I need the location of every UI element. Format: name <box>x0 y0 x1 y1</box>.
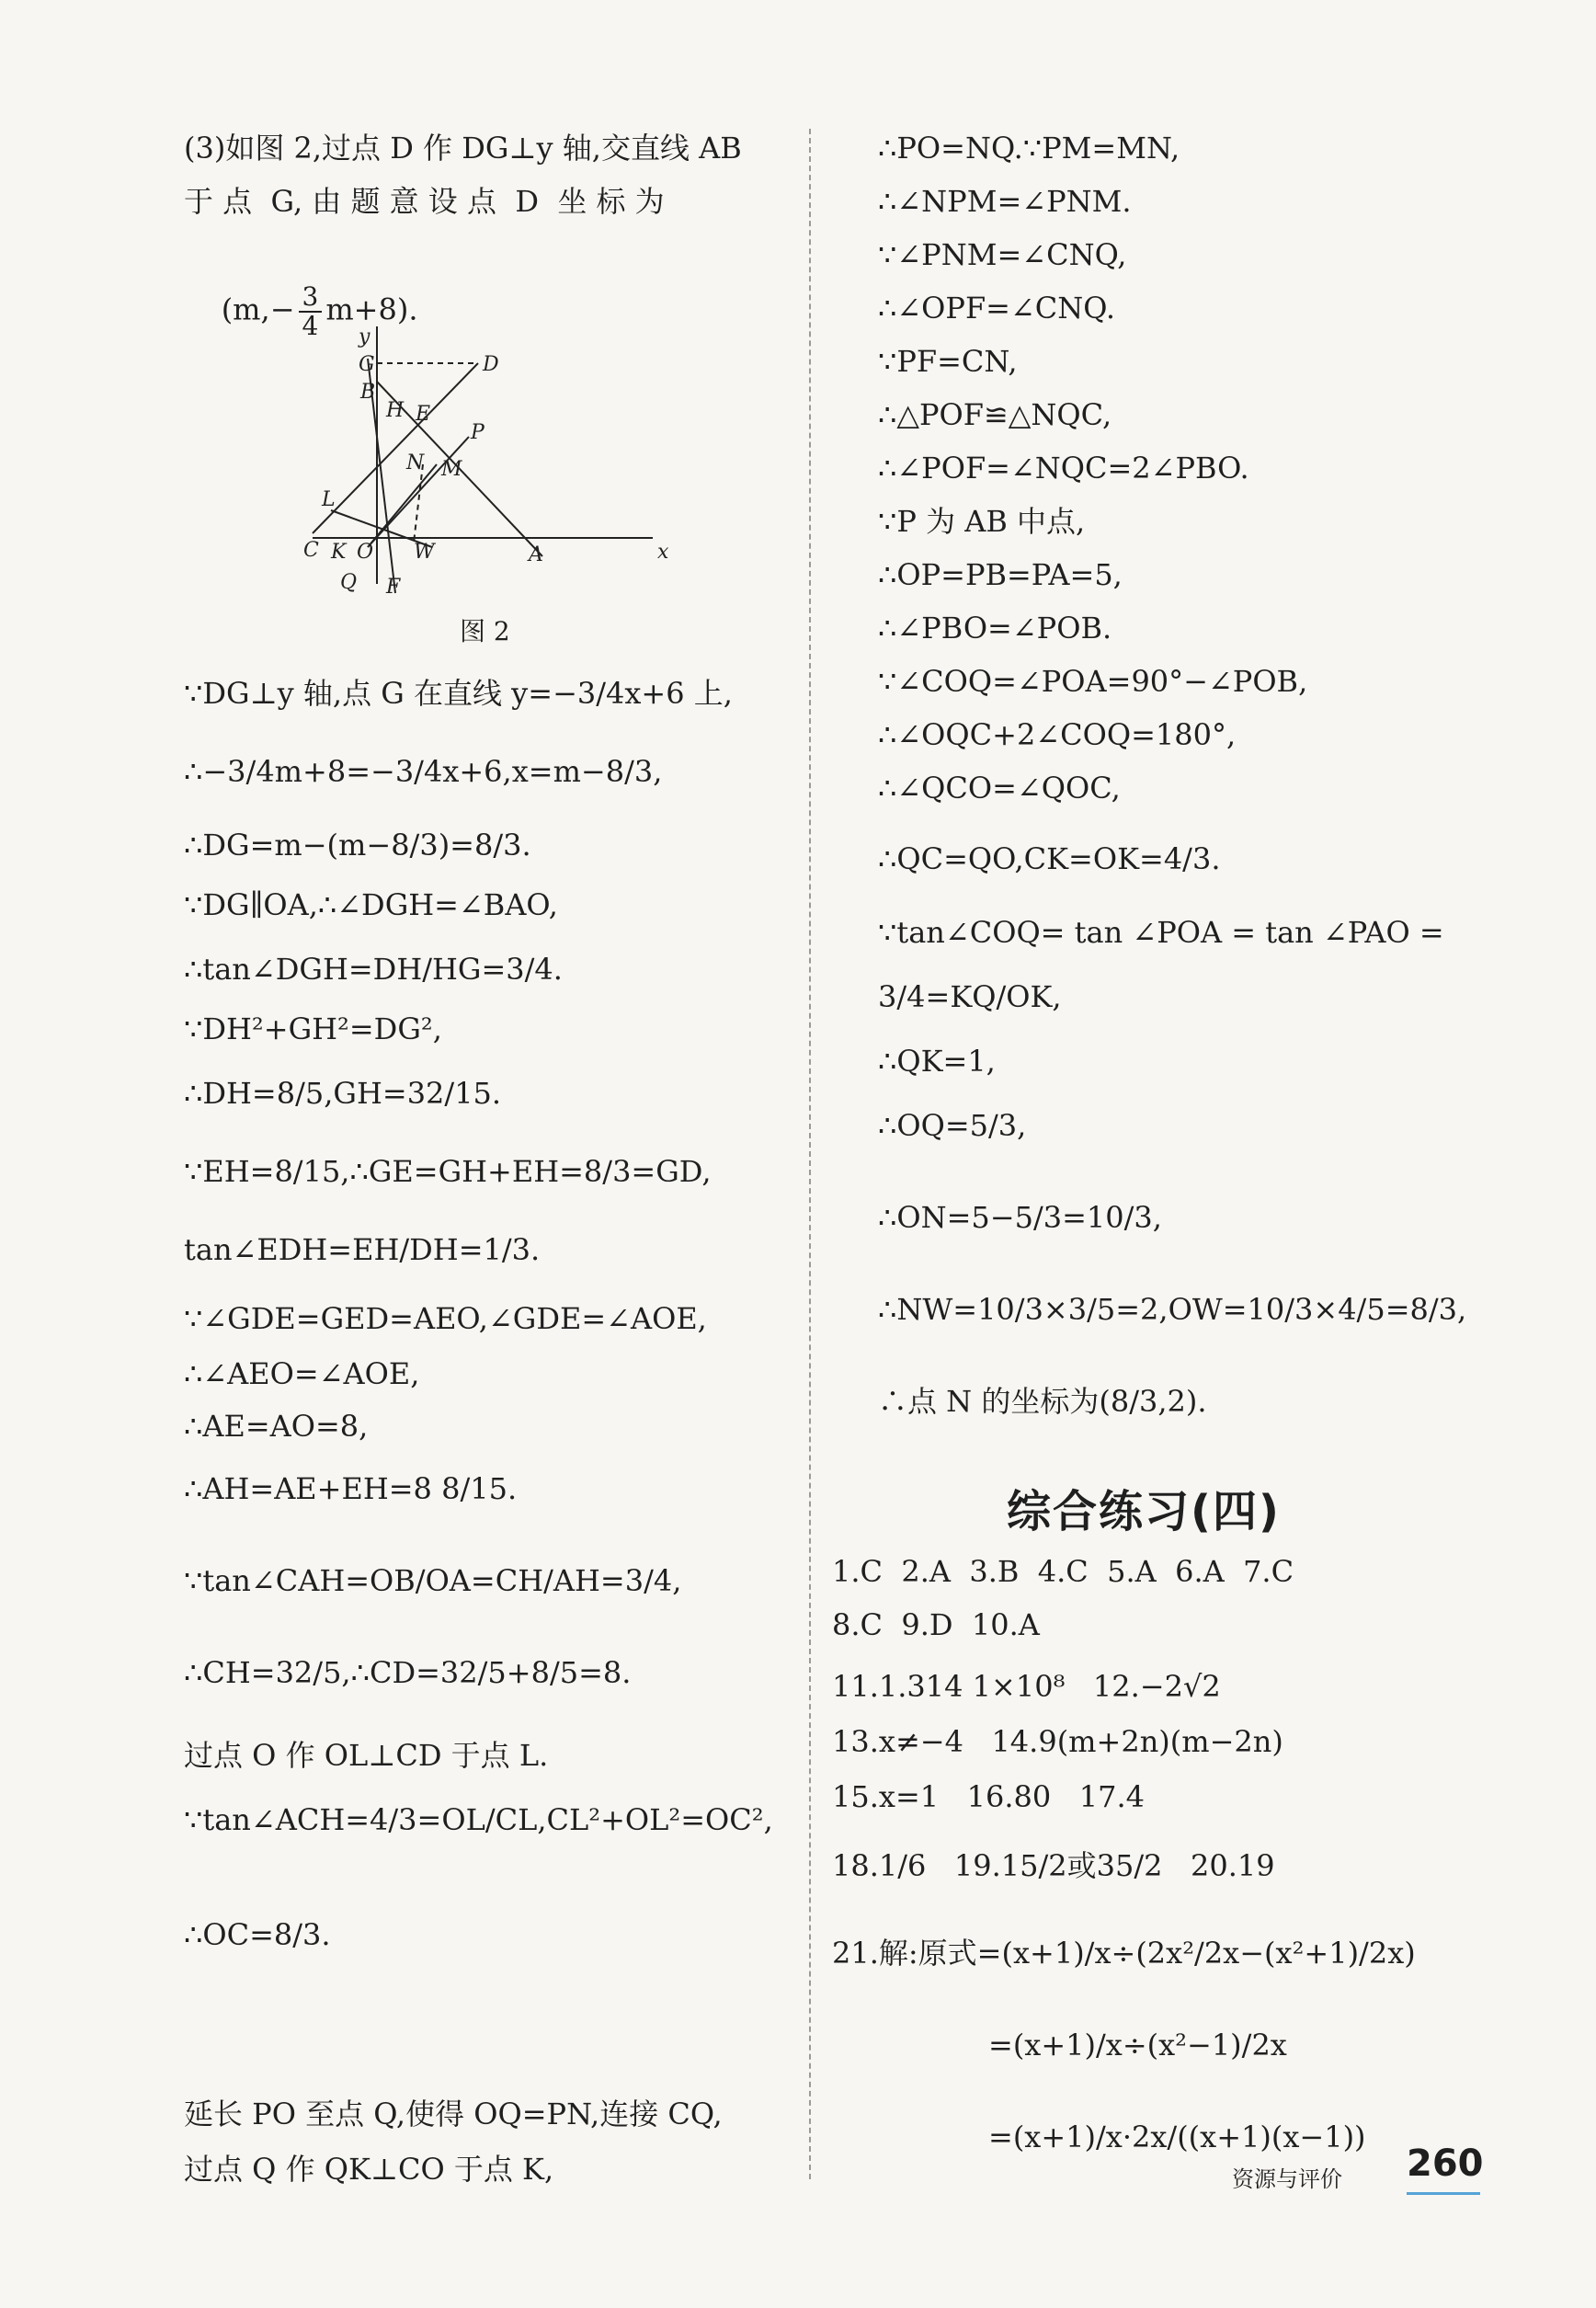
text-line: ∴点 N 的坐标为(8/3,2). <box>878 1384 1207 1419</box>
figure-2 <box>303 317 690 602</box>
fig-label: F <box>386 576 401 599</box>
section-title: 综合练习(四) <box>1007 1486 1281 1537</box>
text-line: ∴NW=10/3×3/5=2,OW=10/3×4/5=8/3, <box>878 1292 1467 1327</box>
text-line: ∴OC=8/3. <box>184 1917 331 1952</box>
text-line: ∴∠POF=∠NQC=2∠PBO. <box>878 451 1249 486</box>
line-cd <box>313 363 478 533</box>
answer-line: 1.C 2.A 3.B 4.C 5.A 6.A 7.C <box>832 1554 1294 1589</box>
answer-line: 11.1.314 1×10⁸ 12.−2√2 <box>832 1669 1221 1704</box>
answer-line: =(x+1)/x÷(x²−1)/2x <box>988 2028 1287 2062</box>
text-line: ∵PF=CN, <box>878 344 1018 379</box>
fig-label: L <box>322 488 336 511</box>
text-line: ∴∠OQC+2∠COQ=180°, <box>878 717 1237 752</box>
text-line: 延长 PO 至点 Q,使得 OQ=PN,连接 CQ, <box>184 2097 723 2131</box>
text-line: ∵DG⊥y 轴,点 G 在直线 y=−3/4x+6 上, <box>184 676 733 711</box>
page-number: 260 <box>1407 2142 1484 2185</box>
footer-text: 资源与评价 <box>1232 2166 1342 2192</box>
fig-label: A <box>529 543 543 566</box>
text-line: ∵∠COQ=∠POA=90°−∠POB, <box>878 664 1308 699</box>
text-line: tan∠EDH=EH/DH=1/3. <box>184 1232 541 1267</box>
answer-line: 15.x=1 16.80 17.4 <box>832 1779 1145 1814</box>
text-line: ∴ON=5−5/3=10/3, <box>878 1200 1162 1235</box>
text-line: ∵P 为 AB 中点, <box>878 504 1086 539</box>
fig-label: B <box>360 381 376 404</box>
answer-line: 18.1/6 19.15/2或35/2 20.19 <box>832 1848 1275 1883</box>
text-line: ∴△POF≌△NQC, <box>878 397 1112 432</box>
text-line: ∴DG=m−(m−8/3)=8/3. <box>184 828 531 863</box>
column-divider <box>809 129 811 2179</box>
fig-label: K <box>331 541 347 564</box>
fig-label: D <box>483 353 499 376</box>
text-line: ∴OP=PB=PA=5, <box>878 557 1123 592</box>
figure-caption: 图 2 <box>460 616 510 646</box>
text-line: ∵EH=8/15,∴GE=GH+EH=8/3=GD, <box>184 1154 712 1189</box>
text-line: ∴PO=NQ.∵PM=MN, <box>878 131 1180 166</box>
text-line: ∴∠AEO=∠AOE, <box>184 1356 420 1391</box>
text-line: ∴∠OPF=∠CNQ. <box>878 291 1116 326</box>
fig-label: W <box>414 541 435 564</box>
text-line: ∴−3/4m+8=−3/4x+6,x=m−8/3, <box>184 754 663 789</box>
text-line: ∴QK=1, <box>878 1044 996 1079</box>
text-line: 过点 O 作 OL⊥CD 于点 L. <box>184 1738 549 1773</box>
text-line: 3/4=KQ/OK, <box>878 979 1062 1014</box>
answer-line: 8.C 9.D 10.A <box>832 1607 1040 1642</box>
fig-label: P <box>471 421 484 444</box>
text-line: ∵tan∠CAH=OB/OA=CH/AH=3/4, <box>184 1563 682 1598</box>
text-line: 过点 Q 作 QK⊥CO 于点 K, <box>184 2152 554 2187</box>
text-line: ∵∠PNM=∠CNQ, <box>878 237 1127 272</box>
answer-line: 21.解:原式=(x+1)/x÷(2x²/2x−(x²+1)/2x) <box>832 1936 1416 1971</box>
text-line: ∴∠PBO=∠POB. <box>878 611 1112 646</box>
text-line: ∴AH=AE+EH=8 8/15. <box>184 1471 518 1506</box>
text-line: ∵DH²+GH²=DG², <box>184 1011 442 1046</box>
fig-label: y <box>359 326 370 348</box>
answer-line: =(x+1)/x·2x/((x+1)(x−1)) <box>988 2119 1366 2154</box>
text-line: ∴OQ=5/3, <box>878 1108 1027 1143</box>
answer-line: 13.x≠−4 14.9(m+2n)(m−2n) <box>832 1724 1283 1759</box>
text-line: ∴tan∠DGH=DH/HG=3/4. <box>184 952 563 987</box>
text-line: ∴AE=AO=8, <box>184 1409 369 1444</box>
fig-label: Q <box>340 571 358 594</box>
fig-label: C <box>303 539 319 562</box>
fig-label: x <box>657 541 669 564</box>
page-number-underline <box>1407 2192 1480 2195</box>
text-line: ∴DH=8/5,GH=32/15. <box>184 1076 502 1111</box>
fig-label: N <box>406 451 425 474</box>
line-on <box>368 464 437 547</box>
text-line: 于 点 G, 由 题 意 设 点 D 坐 标 为 <box>184 184 665 219</box>
text-line: (3)如图 2,过点 D 作 DG⊥y 轴,交直线 AB <box>184 131 742 166</box>
line-nw <box>414 464 423 543</box>
text-line: ∵tan∠ACH=4/3=OL/CL,CL²+OL²=OC², <box>184 1802 773 1837</box>
fig-label: M <box>441 458 462 481</box>
text-line: ∴CH=32/5,∴CD=32/5+8/5=8. <box>184 1655 632 1690</box>
fig-label: E <box>416 403 431 426</box>
fig-label: H <box>386 399 405 422</box>
text-line: ∵∠GDE=GED=AEO,∠GDE=∠AOE, <box>184 1301 707 1336</box>
fig-label: G <box>359 353 375 376</box>
text-line: ∵tan∠COQ= tan ∠POA = tan ∠PAO = <box>878 915 1444 950</box>
text-line: ∵DG∥OA,∴∠DGH=∠BAO, <box>184 887 558 922</box>
text-line: (m,− $\frac{3}{4}$ m+8). <box>221 281 418 341</box>
text-line: ∴∠QCO=∠QOC, <box>878 771 1121 806</box>
fig-label: O <box>357 541 374 564</box>
text-line: ∴QC=QO,CK=OK=4/3. <box>878 841 1221 876</box>
text-line: ∴∠NPM=∠PNM. <box>878 184 1132 219</box>
